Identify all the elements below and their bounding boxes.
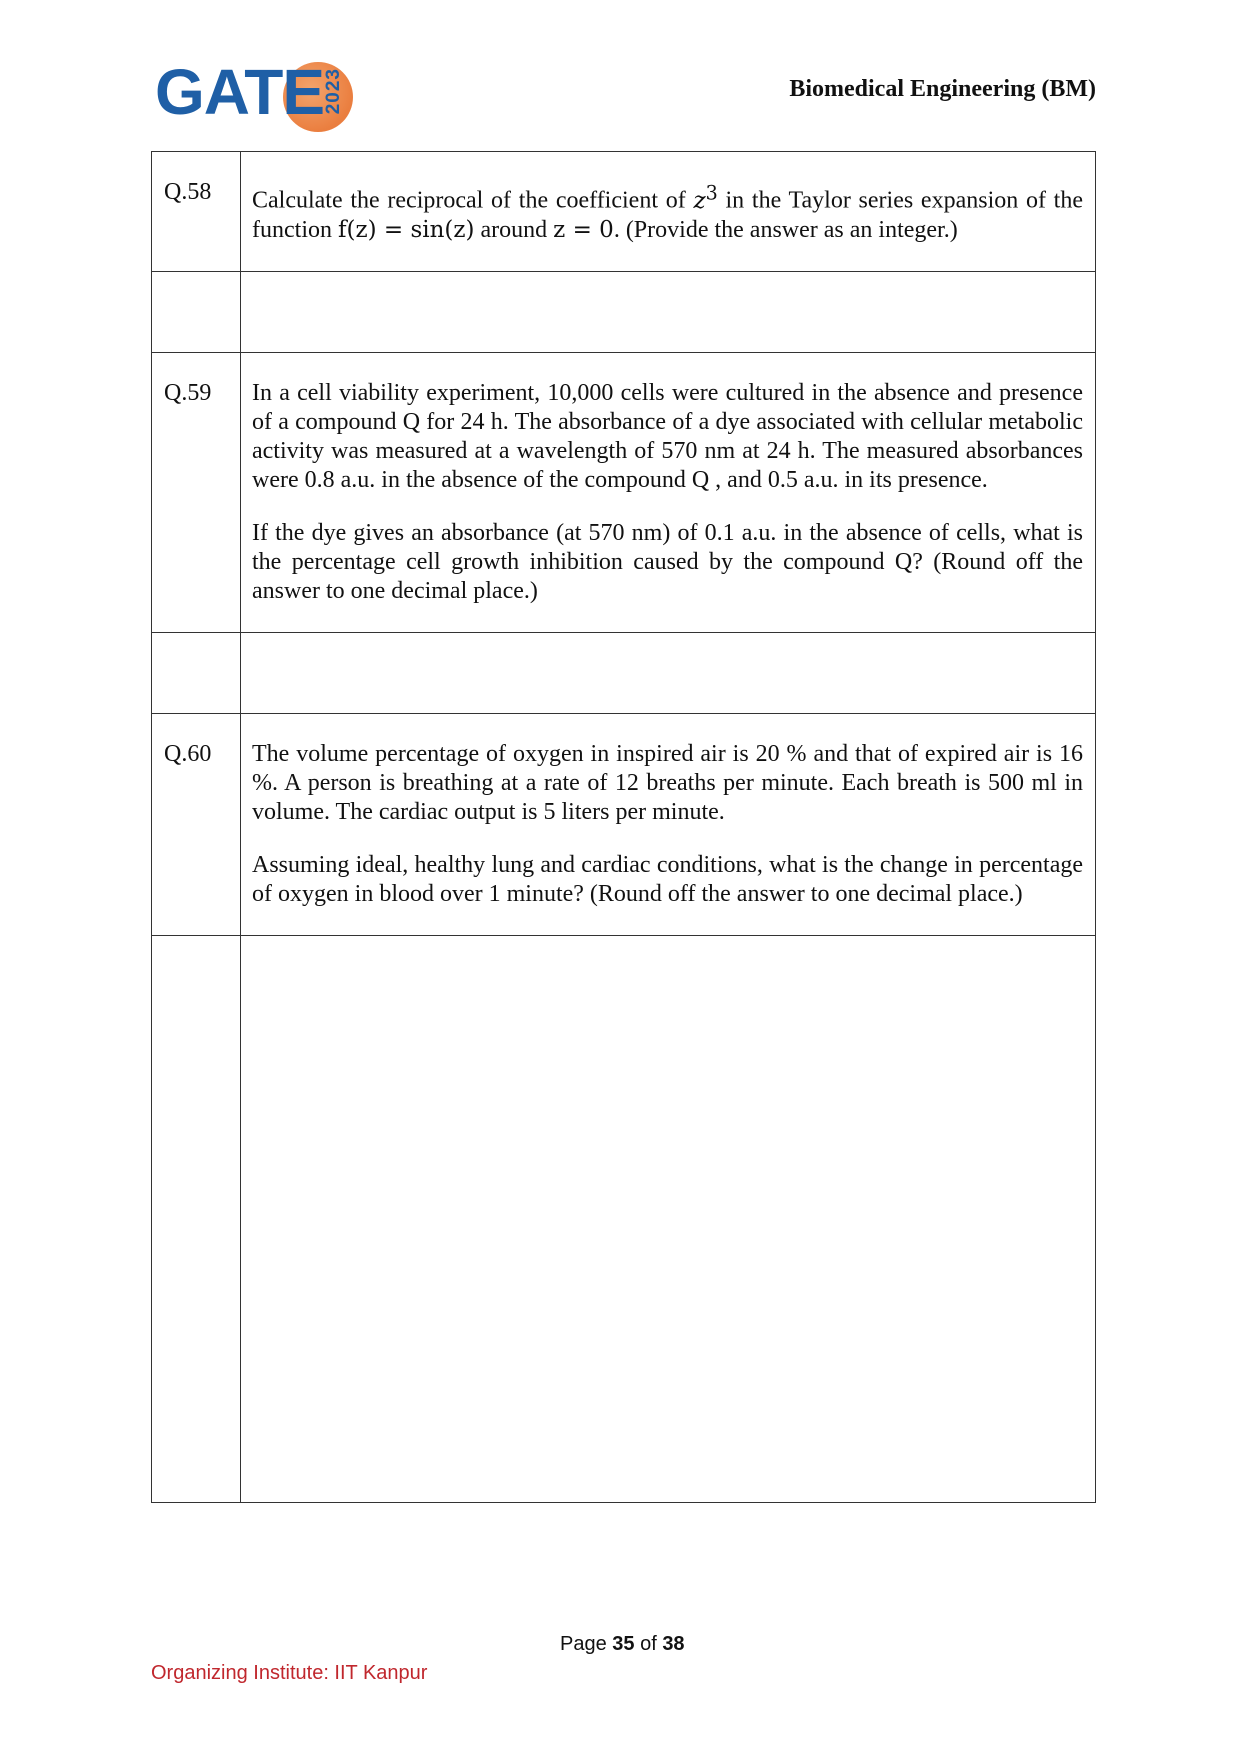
question-paragraph: Assuming ideal, healthy lung and cardiac conditions, what is the change in percentage of oxygen in blood over 1 minute? (Round off the answer to one decimal place.) <box>252 851 1083 907</box>
question-row-60 <box>152 713 1096 935</box>
question-number: Q.58 <box>152 152 241 272</box>
logo-year: 2023 <box>323 68 344 115</box>
gate-logo <box>155 58 355 138</box>
question-body <box>241 352 1096 632</box>
page-number: Page 35 of 38 <box>560 1633 685 1655</box>
question-row-59 <box>152 352 1096 632</box>
question-text: Calculate the reciprocal of the coefficient of $z^3$ in the Taylor series expansion of the function f(z) = sin(z) around z = 0. (Provide the answer as an integer.) <box>252 181 1084 243</box>
question-body <box>241 713 1096 935</box>
organizing-institute: Organizing Institute: IIT Kanpur <box>151 1662 428 1684</box>
subject-title: Biomedical Engineering (BM) <box>789 76 1096 102</box>
questions-table <box>151 151 1096 1503</box>
question-body <box>241 152 1096 272</box>
question-paragraph: In a cell viability experiment, 10,000 cells were cultured in the absence and presence of a compound Q for 24 h. The absorbance of a dye associated with cellular metabolic activity was measured at a wavelength of 570 nm at 24 h. The measured absorbances were 0.8 a.u. in the absence of the compound Q , and 0.5 a.u. in its presence. <box>252 379 1083 493</box>
question-row-58 <box>152 152 1096 272</box>
question-paragraph: If the dye gives an absorbance (at 570 nm) of 0.1 a.u. in the absence of cells, what is the percentage cell growth inhibition caused by the compound Q? (Round off the answer to one decimal place.) <box>252 519 1083 604</box>
logo-text: GATE <box>155 56 325 128</box>
question-number: Q.60 <box>152 713 241 935</box>
spacer-row <box>152 632 1096 713</box>
question-paragraph: The volume percentage of oxygen in inspired air is 20 % and that of expired air is 16 %. A person is breathing at a rate of 12 breaths per minute. Each breath is 500 ml in volume. The cardiac output is 5 liters per minute. <box>252 740 1083 825</box>
blank-row <box>152 935 1096 1502</box>
spacer-row <box>152 271 1096 352</box>
question-number: Q.59 <box>152 352 241 632</box>
